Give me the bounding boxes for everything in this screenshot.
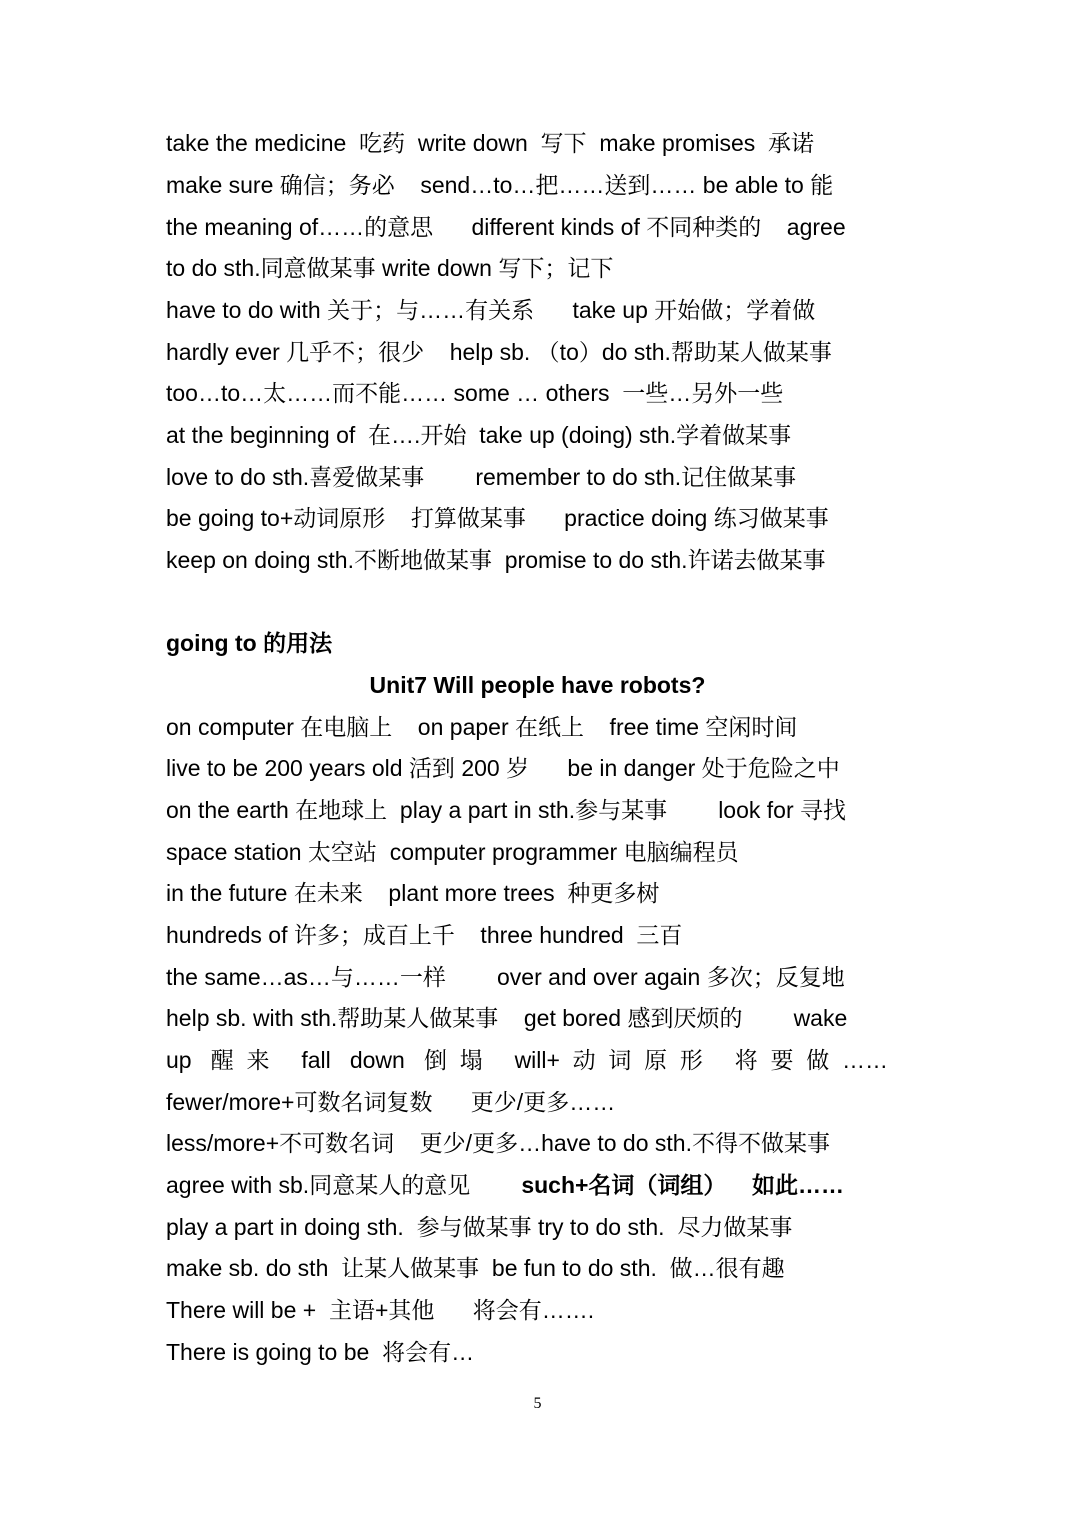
text-line: less/more+不可数名词 更少/更多…have to do sth.不得不做某事 <box>166 1130 830 1156</box>
bold-text-line: going to 的用法 <box>166 630 333 656</box>
text-line: be going to+动词原形 打算做某事 practice doing 练习做某事 <box>166 505 829 531</box>
text-line: fewer/more+可数名词复数 更少/更多…… <box>166 1089 616 1115</box>
text-line: live to be 200 years old 活到 200 岁 be in danger 处于危险之中 <box>166 755 840 781</box>
text-line: play a part in doing sth. 参与做某事 try to do sth. 尽力做某事 <box>166 1214 793 1240</box>
text-line-split <box>166 588 976 616</box>
text-line: keep on doing sth.不断地做某事 promise to do sth.许诺去做某事 <box>166 547 826 573</box>
text-line: hardly ever 几乎不；很少 help sb. （to）do sth.帮助某人做某事 <box>166 339 832 365</box>
text-line: in the future 在未来 plant more trees 种更多树 <box>166 880 660 906</box>
text-line: take the medicine 吃药 write down 写下 make promises 承诺 <box>166 130 815 156</box>
justified-text-line: up 醒来 fall down 倒塌 will+动词原形 将要做…… <box>166 1047 888 1073</box>
mixed-bold-text: such+名词（词组） 如此…… <box>521 1172 844 1198</box>
text-line: on computer 在电脑上 on paper 在纸上 free time 空闲时间 <box>166 714 798 740</box>
text-line: There will be + 主语+其他 将会有……. <box>166 1297 595 1323</box>
text-line: hundreds of 许多；成百上千 three hundred 三百 <box>166 922 683 948</box>
text-line: have to do with 关于；与……有关系 take up 开始做；学着做 <box>166 297 816 323</box>
text-line: to do sth.同意做某事 write down 写下；记下 <box>166 255 614 281</box>
text-line: the same…as…与……一样 over and over again 多次；反复地 <box>166 964 845 990</box>
text-line: make sb. do sth 让某人做某事 be fun to do sth. 做…很有趣 <box>166 1255 785 1281</box>
unit-heading: Unit7 Will people have robots? <box>369 672 706 698</box>
page-number: 5 <box>533 1395 542 1412</box>
text-line: help sb. with sth.帮助某人做某事 get bored 感到厌烦的 wake <box>166 1005 848 1031</box>
mixed-text-line <box>166 1171 976 1199</box>
text-line: space station 太空站 computer programmer 电脑编程员 <box>166 839 739 865</box>
text-line: at the beginning of 在….开始 take up (doing) sth.学着做某事 <box>166 422 792 448</box>
text-line: on the earth 在地球上 play a part in sth.参与某事 look for 寻找 <box>166 797 847 823</box>
mixed-normal-text: agree with sb.同意某人的意见 <box>166 1172 522 1198</box>
text-line: the meaning of……的意思 different kinds of 不同种类的 agree <box>166 214 846 240</box>
text-line: There is going to be 将会有… <box>166 1339 475 1365</box>
text-line: too…to…太……而不能…… some … others 一些…另外一些 <box>166 380 784 406</box>
text-line: love to do sth.喜爱做某事 remember to do sth.记住做某事 <box>166 464 797 490</box>
text-line: make sure 确信；务必 send…to…把……送到…… be able to 能 <box>166 172 834 198</box>
